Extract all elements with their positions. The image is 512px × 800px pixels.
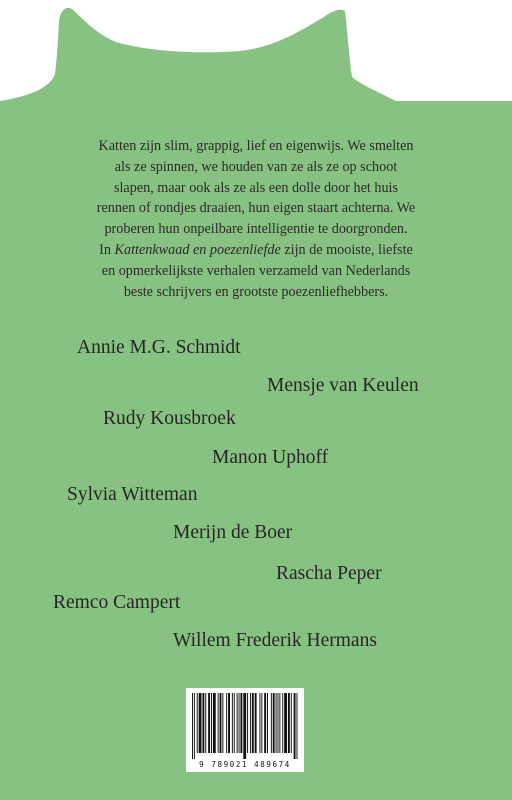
- blurb-line: beste schrijvers en grootste poezenliefhebbers.: [123, 283, 389, 300]
- blurb-line: als ze spinnen, we houden van ze als ze op schoot: [114, 158, 398, 175]
- isbn-barcode: [186, 688, 304, 772]
- book-title: Kattenkwaad en poezenliefde: [114, 241, 281, 258]
- author-name: Rascha Peper: [276, 563, 382, 584]
- blurb-line: slapen, maar ook als ze als een dolle door het huis: [113, 179, 399, 196]
- blurb-line: Katten zijn slim, grappig, lief en eigenwijs. We smelten: [98, 138, 414, 154]
- blurb-line: rennen of rondjes draaien, hun eigen staart achterna. We: [96, 200, 416, 217]
- author-name: Merijn de Boer: [173, 522, 293, 543]
- barcode-bars: [191, 693, 299, 759]
- isbn-number: 9 789021 489674: [199, 760, 291, 769]
- author-name: Willem Frederik Hermans: [173, 630, 377, 651]
- blurb-text: [40, 136, 472, 302]
- blurb-suffix: zijn de mooiste, liefste: [280, 241, 413, 258]
- author-name: Annie M.G. Schmidt: [77, 337, 241, 358]
- blurb-prefix: In: [99, 241, 115, 258]
- author-name: Rudy Kousbroek: [103, 408, 236, 429]
- blurb-line: proberen hun onpeilbare intelligentie te doorgronden.: [104, 221, 408, 238]
- author-name: Manon Uphoff: [212, 447, 329, 468]
- blurb-line: [40, 240, 472, 261]
- author-name: Mensje van Keulen: [267, 375, 419, 396]
- blurb-line: en opmerkelijkste verhalen verzameld van Nederlands: [101, 262, 411, 279]
- author-name: Sylvia Witteman: [67, 484, 198, 505]
- author-name: Remco Campert: [53, 592, 181, 613]
